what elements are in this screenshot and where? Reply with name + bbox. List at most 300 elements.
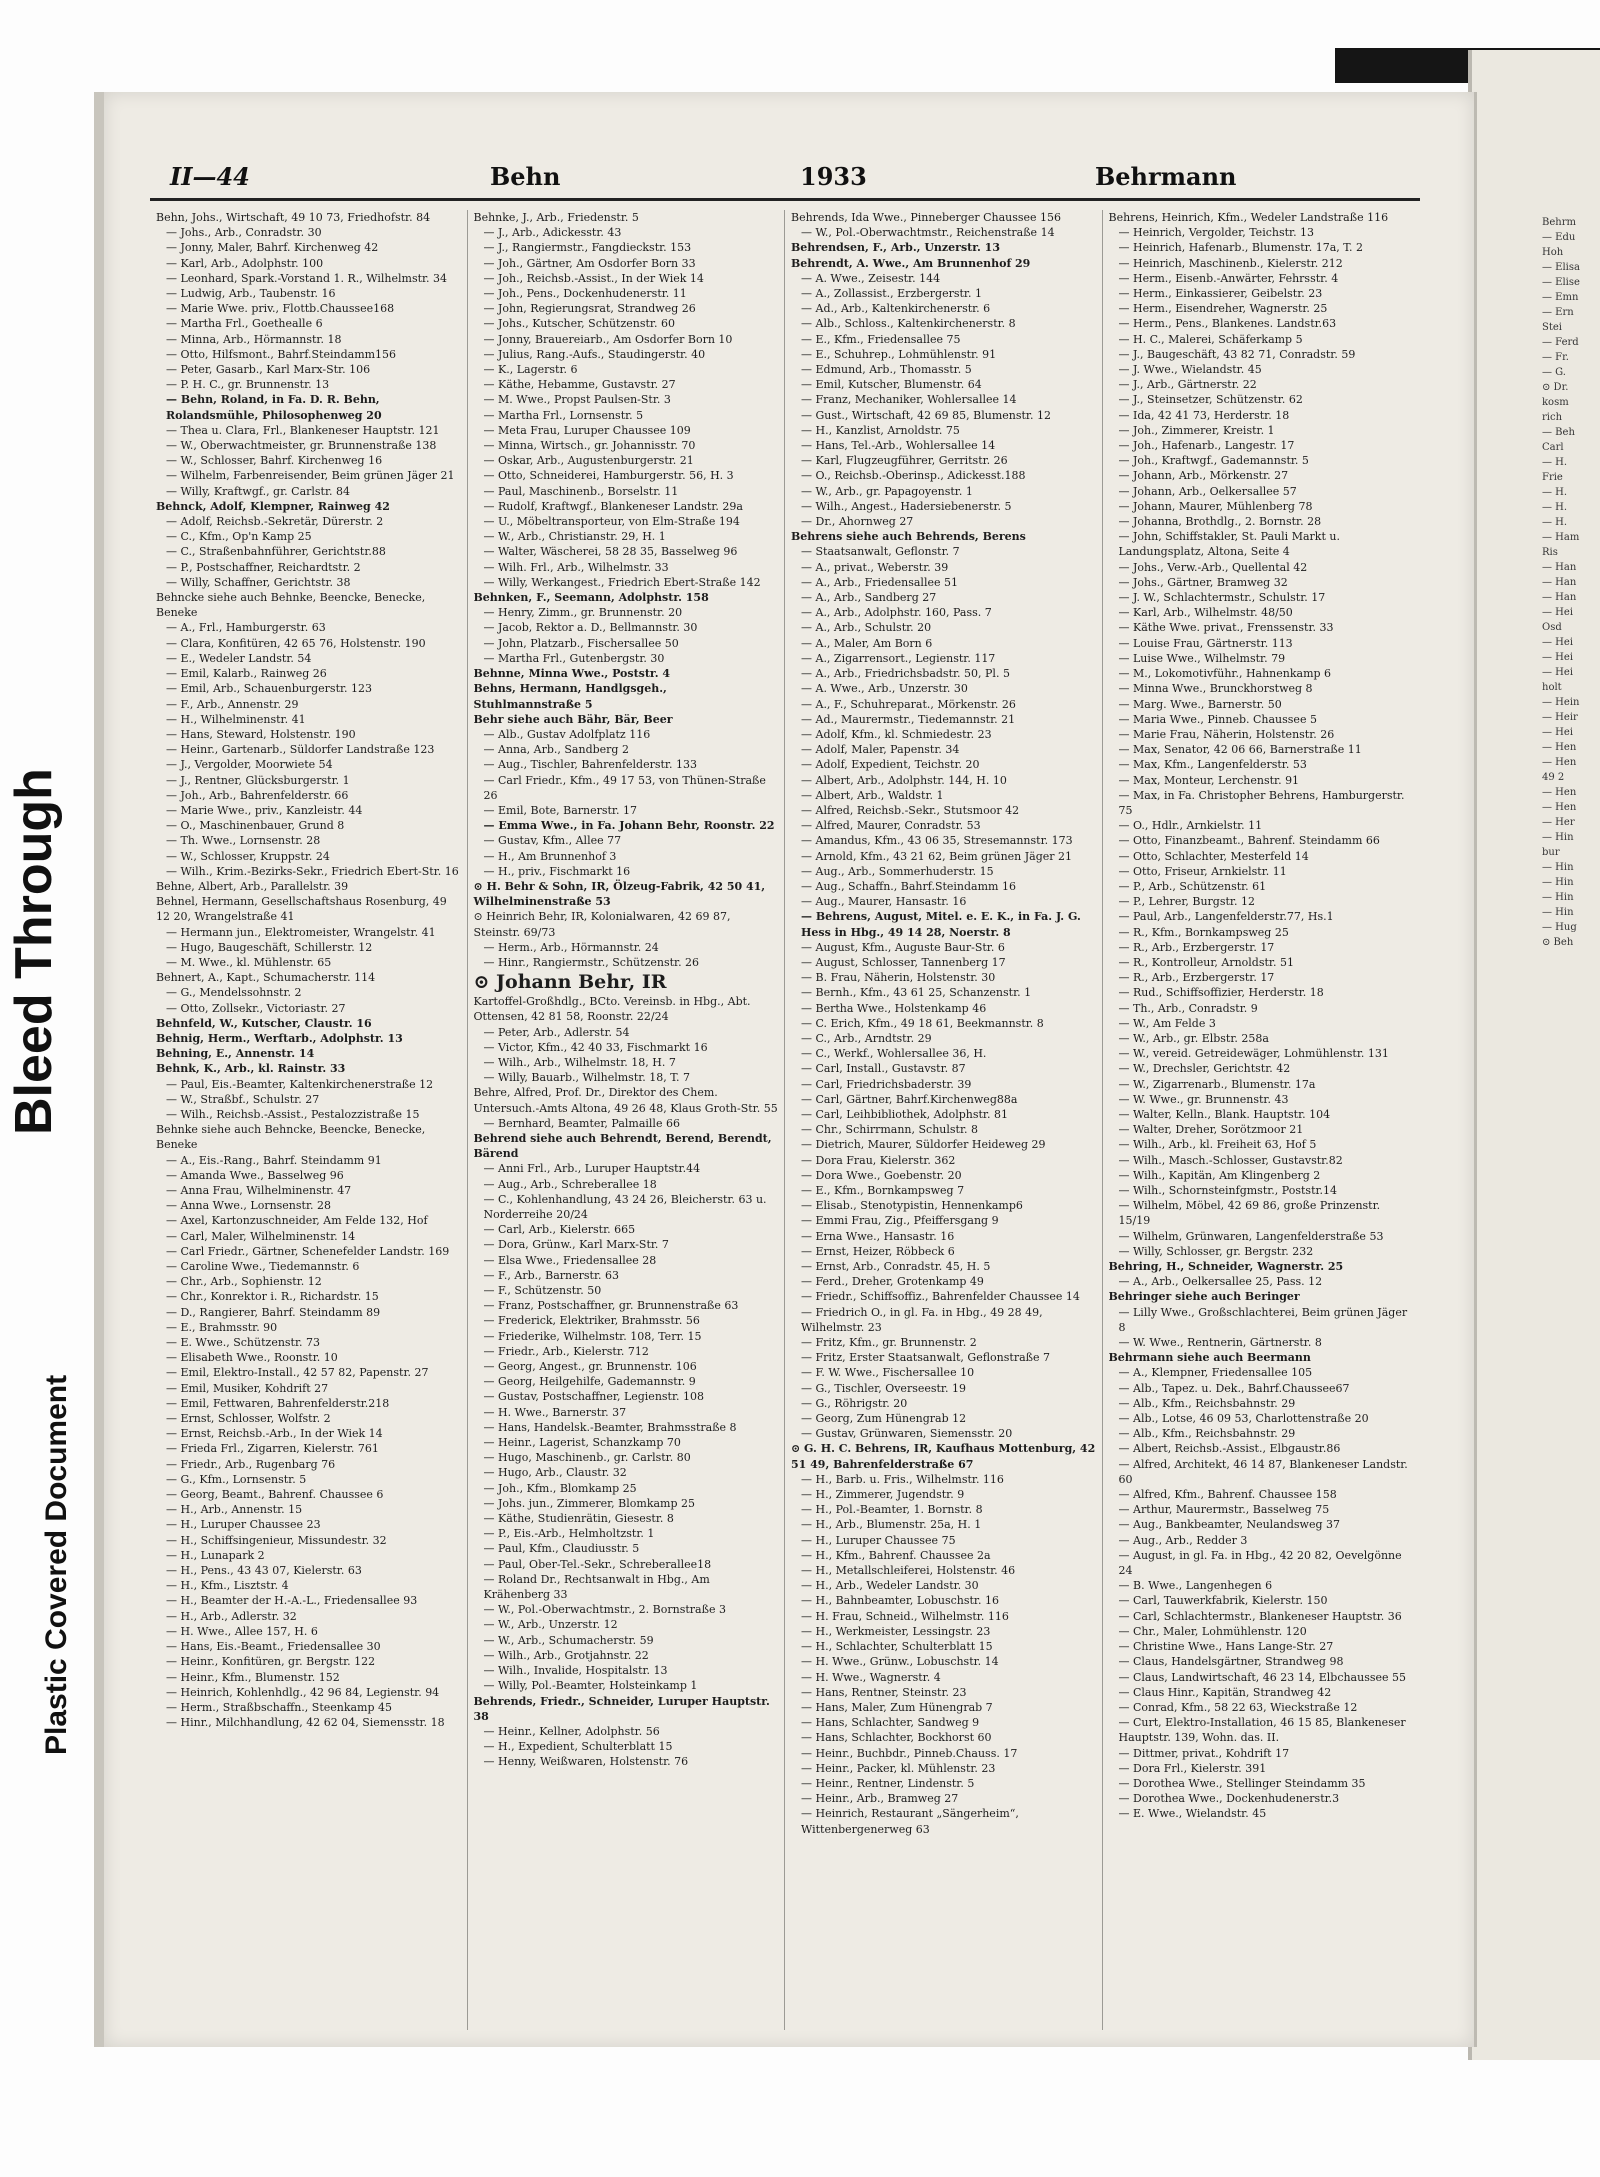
directory-columns xyxy=(150,210,1420,2030)
directory-entry: — W., Am Felde 3 xyxy=(1118,1016,1216,1030)
directory-entry: — J., Vergolder, Moorwiete 54 xyxy=(166,758,333,772)
directory-entry: — Johanna, Brothdlg., 2. Bornstr. 28 xyxy=(1118,515,1322,529)
directory-entry: — Heinr., Arb., Bramweg 27 xyxy=(801,1792,959,1806)
directory-entry: — Edmund, Arb., Thomasstr. 5 xyxy=(801,363,972,377)
directory-entry: — Carl, Friedrichsbaderstr. 39 xyxy=(801,1077,972,1091)
directory-entry: ⊙ Heinrich Behr, IR, Kolonialwaren, 42 69 87, Steinstr. 69/73 xyxy=(473,910,731,939)
directory-entry: — Maria Wwe., Pinneb. Chaussee 5 xyxy=(1118,712,1317,726)
adjacent-page-fragment: Behrm xyxy=(1542,217,1576,228)
directory-entry: — Rud., Schiffsoffizier, Herderstr. 18 xyxy=(1118,986,1324,1000)
directory-entry: ⊙ G. H. C. Behrens, IR, Kaufhaus Mottenburg, 42 51 49, Bahrenfelderstraße 67 xyxy=(791,1442,1096,1471)
directory-entry: — F. W. Wwe., Fischersallee 10 xyxy=(801,1366,975,1380)
directory-entry: — Ida, 42 41 73, Herderstr. 18 xyxy=(1118,408,1290,422)
directory-entry: — C., Kohlenhandlung, 43 24 26, Bleicherstr. 63 u. Norderreihe 20/24 xyxy=(483,1192,767,1221)
directory-entry: — Carl Friedr., Kfm., 49 17 53, von Thünen-Straße 26 xyxy=(483,773,766,802)
directory-entry: — Julius, Rang.-Aufs., Staudingerstr. 40 xyxy=(483,347,706,361)
directory-entry: — Carl, Install., Gustavstr. 87 xyxy=(801,1062,966,1076)
directory-entry: Behring, H., Schneider, Wagnerstr. 25 xyxy=(1108,1260,1344,1274)
adjacent-page-fragment: Ris xyxy=(1542,547,1558,558)
directory-entry: — Aug., Schaffn., Bahrf.Steindamm 16 xyxy=(801,879,1016,893)
directory-entry: — Caroline Wwe., Tiedemannstr. 6 xyxy=(166,1260,360,1274)
adjacent-page-fragment: rich xyxy=(1542,412,1563,423)
directory-entry: Behringer siehe auch Beringer xyxy=(1108,1290,1300,1304)
directory-entry: — Georg, Angest., gr. Brunnenstr. 106 xyxy=(483,1360,697,1374)
adjacent-page-fragment: ⊙ Dr. xyxy=(1542,382,1569,393)
directory-entry: Behne, Albert, Arb., Parallelstr. 39 xyxy=(156,879,349,893)
directory-entry: — Emil, Fettwaren, Bahrenfelderstr.218 xyxy=(166,1396,390,1410)
directory-entry: — Marie Frau, Näherin, Holstenstr. 26 xyxy=(1118,727,1335,741)
directory-entry: — Joh., Kraftwgf., Gademannstr. 5 xyxy=(1118,454,1309,468)
directory-entry: — F., Schützenstr. 50 xyxy=(483,1284,602,1298)
directory-entry: Behnel, Hermann, Gesellschaftshaus Rosenburg, 49 12 20, Wrangelstraße 41 xyxy=(156,895,447,924)
adjacent-page-text xyxy=(1542,215,1598,1815)
directory-entry: — Dittmer, privat., Kohdrift 17 xyxy=(1118,1746,1290,1760)
directory-entry: — Emil, Kutscher, Blumenstr. 64 xyxy=(801,378,982,392)
adjacent-page-fragment: — Han xyxy=(1542,592,1577,603)
directory-entry: — Minna, Arb., Hörmannstr. 18 xyxy=(166,332,342,346)
directory-entry: — Dora, Grünw., Karl Marx-Str. 7 xyxy=(483,1238,669,1252)
directory-entry: — K., Lagerstr. 6 xyxy=(483,363,578,377)
directory-entry: ⊙ H. Behr & Sohn, IR, Ölzeug-Fabrik, 42 50 41, Wilhelminenstraße 53 xyxy=(473,879,766,909)
directory-entry: — H., Metallschleiferei, Holstenstr. 46 xyxy=(801,1564,1016,1578)
directory-entry: — Henny, Weißwaren, Holstenstr. 76 xyxy=(483,1755,689,1769)
adjacent-page-fragment: holt xyxy=(1542,682,1562,693)
directory-entry: — Claus Hinr., Kapitän, Strandweg 42 xyxy=(1118,1685,1332,1699)
directory-entry: — Paul, Kfm., Claudiusstr. 5 xyxy=(483,1542,640,1556)
directory-entry: — Christine Wwe., Hans Lange-Str. 27 xyxy=(1118,1640,1334,1654)
adjacent-page-fragment: — Hei xyxy=(1542,727,1574,738)
directory-entry: — Bertha Wwe., Holstenkamp 46 xyxy=(801,1001,987,1015)
directory-entry: — M., Lokomotivführ., Hahnenkamp 6 xyxy=(1118,667,1332,681)
adjacent-page-fragment: ⊙ Beh xyxy=(1542,937,1574,948)
directory-entry: — Staatsanwalt, Geflonstr. 7 xyxy=(801,545,960,559)
directory-entry: — Otto, Friseur, Arnkielstr. 11 xyxy=(1118,864,1287,878)
directory-entry: — Hans, Eis.-Beamt., Friedensallee 30 xyxy=(166,1640,381,1654)
directory-entry: — August, Schlosser, Tannenberg 17 xyxy=(801,955,1006,969)
directory-entry: — A. Wwe., Arb., Unzerstr. 30 xyxy=(801,682,968,696)
directory-entry: — P., Arb., Schützenstr. 61 xyxy=(1118,879,1267,893)
directory-entry: — Behn, Roland, in Fa. D. R. Behn, Rolandsmühle, Philosophenweg 20 xyxy=(166,393,382,422)
directory-entry: — Ernst, Arb., Conradstr. 45, H. 5 xyxy=(801,1260,991,1274)
directory-entry: — Emil, Kalarb., Rainweg 26 xyxy=(166,667,327,681)
adjacent-page-fragment: — Hen xyxy=(1542,802,1577,813)
directory-entry: — W., Schlosser, Bahrf. Kirchenweg 16 xyxy=(166,454,383,468)
directory-entry: Behning, E., Annenstr. 14 xyxy=(156,1047,315,1061)
directory-entry: — Emil, Bote, Barnerstr. 17 xyxy=(483,803,637,817)
directory-entry: — H., Lunapark 2 xyxy=(166,1548,265,1562)
directory-entry: — H. Wwe., Allee 157, H. 6 xyxy=(166,1624,318,1638)
directory-entry: — P., Postschaffner, Reichardtstr. 2 xyxy=(166,560,361,574)
directory-entry: — Jonny, Brauereiarb., Am Osdorfer Born 10 xyxy=(483,332,733,346)
directory-entry: — Herm., Pens., Blankenes. Landstr.63 xyxy=(1118,317,1337,331)
page-number: II—44 xyxy=(170,162,250,191)
directory-entry: — Max, Monteur, Lerchenstr. 91 xyxy=(1118,773,1300,787)
directory-entry: — A., Frl., Hamburgerstr. 63 xyxy=(166,621,326,635)
directory-entry: — H., Luruper Chaussee 23 xyxy=(166,1518,321,1532)
directory-entry: — Claus, Handelsgärtner, Strandweg 98 xyxy=(1118,1655,1344,1669)
directory-entry: — A., Eis.-Rang., Bahrf. Steindamm 91 xyxy=(166,1153,382,1167)
directory-entry: — Minna Wwe., Brunckhorstweg 8 xyxy=(1118,682,1313,696)
directory-entry: — Hinr., Rangiermstr., Schützenstr. 26 xyxy=(483,955,700,969)
directory-entry: — John, Regierungsrat, Strandweg 26 xyxy=(483,302,696,316)
adjacent-page-fragment: — Hen xyxy=(1542,757,1577,768)
directory-entry: — H., Arb., Wedeler Landstr. 30 xyxy=(801,1579,979,1593)
directory-entry: — Johs. jun., Zimmerer, Blomkamp 25 xyxy=(483,1496,696,1510)
directory-entry: — Leonhard, Spark.-Vorstand 1. R., Wilhelmstr. 34 xyxy=(166,271,448,285)
adjacent-page-fragment: — Ferd xyxy=(1542,337,1579,348)
directory-entry: — J., Rentner, Glücksburgerstr. 1 xyxy=(166,773,350,787)
directory-entry: — E. Wwe., Schützenstr. 73 xyxy=(166,1336,321,1350)
adjacent-page-fragment: — H. xyxy=(1542,502,1568,513)
directory-entry: — Arnold, Kfm., 43 21 62, Beim grünen Jäger 21 xyxy=(801,849,1073,863)
directory-entry: — Heinr., Buchbdr., Pinneb.Chauss. 17 xyxy=(801,1746,1018,1760)
directory-entry: — W., Arb., Schumacherstr. 59 xyxy=(483,1633,654,1647)
directory-entry: — Dietrich, Maurer, Süldorfer Heideweg 29 xyxy=(801,1138,1046,1152)
directory-entry: — Fritz, Kfm., gr. Brunnenstr. 2 xyxy=(801,1336,977,1350)
directory-entry: — Willy, Schaffner, Gerichtstr. 38 xyxy=(166,575,351,589)
directory-entry: — Wilh. Frl., Arb., Wilhelmstr. 33 xyxy=(483,560,669,574)
directory-entry: Behncke siehe auch Behnke, Beencke, Benecke, Beneke xyxy=(156,591,426,620)
directory-entry: — Johann, Arb., Oelkersallee 57 xyxy=(1118,484,1297,498)
directory-entry: — Alb., Schloss., Kaltenkirchenerstr. 8 xyxy=(801,317,1016,331)
directory-entry: — Herm., Straßbschaffn., Steenkamp 45 xyxy=(166,1700,393,1714)
adjacent-page-fragment: — Hin xyxy=(1542,907,1574,918)
directory-entry: — Alb., Kfm., Reichsbahnstr. 29 xyxy=(1118,1396,1296,1410)
directory-entry: — H., Bahnbeamter, Lobuschstr. 16 xyxy=(801,1594,999,1608)
directory-entry: — J., Arb., Adickesstr. 43 xyxy=(483,226,622,240)
directory-entry: — F., Arb., Barnerstr. 63 xyxy=(483,1268,619,1282)
directory-entry: — Dora Wwe., Goebenstr. 20 xyxy=(801,1168,962,1182)
directory-entry: — Dora Frl., Kielerstr. 391 xyxy=(1118,1761,1267,1775)
directory-entry: — E., Kfm., Friedensallee 75 xyxy=(801,332,961,346)
adjacent-page-fragment: — H. xyxy=(1542,517,1568,528)
adjacent-page-fragment: — Edu xyxy=(1542,232,1576,243)
directory-entry: — Heinrich, Restaurant „Sängerheim“, Wittenbergenerweg 63 xyxy=(801,1807,1019,1836)
directory-entry: — A., Arb., Friedensallee 51 xyxy=(801,575,958,589)
directory-entry: — O., Maschinenbauer, Grund 8 xyxy=(166,819,345,833)
adjacent-page-fragment: — Hei xyxy=(1542,652,1574,663)
directory-entry: — A., Klempner, Friedensallee 105 xyxy=(1118,1366,1313,1380)
directory-entry: — Peter, Gasarb., Karl Marx-Str. 106 xyxy=(166,363,371,377)
adjacent-page-fragment: — Hei xyxy=(1542,637,1574,648)
directory-entry: — Käthe, Studienrätin, Giesestr. 8 xyxy=(483,1512,674,1526)
directory-entry: Behnck, Adolf, Klempner, Rainweg 42 xyxy=(156,499,390,513)
directory-entry: — Willy, Schlosser, gr. Bergstr. 232 xyxy=(1118,1244,1314,1258)
directory-entry: — Emil, Musiker, Kohdrift 27 xyxy=(166,1381,329,1395)
directory-entry: — Heinr., Kellner, Adolphstr. 56 xyxy=(483,1724,660,1738)
directory-entry: — Erna Wwe., Hansastr. 16 xyxy=(801,1229,955,1243)
directory-entry: — Behrens, August, Mitel. e. E. K., in Fa. J. G. Hess in Hbg., 49 14 28, Noerstr. 8 xyxy=(801,910,1081,939)
directory-entry: — W., Arb., gr. Elbstr. 258a xyxy=(1118,1031,1269,1045)
directory-entry: — Adolf, Expedient, Teichstr. 20 xyxy=(801,758,980,772)
directory-entry: — A., Arb., Schulstr. 20 xyxy=(801,621,932,635)
directory-entry: — Alb., Kfm., Reichsbahnstr. 29 xyxy=(1118,1427,1296,1441)
directory-entry: — H., Arb., Adlerstr. 32 xyxy=(166,1609,297,1623)
directory-entry: — E., Kfm., Bornkampsweg 7 xyxy=(801,1184,965,1197)
directory-entry: — Karl, Flugzeugführer, Gerritstr. 26 xyxy=(801,454,1008,468)
directory-entry: — Joh., Arb., Bahrenfelderstr. 66 xyxy=(166,788,349,802)
directory-entry: — Peter, Arb., Adlerstr. 54 xyxy=(483,1025,630,1039)
adjacent-page-fragment: — Elise xyxy=(1542,277,1580,288)
directory-entry: — Käthe Wwe. privat., Frenssenstr. 33 xyxy=(1118,621,1334,635)
directory-entry: — B. Frau, Näherin, Holstenstr. 30 xyxy=(801,971,996,985)
directory-entry: — W., Straßbf., Schulstr. 27 xyxy=(166,1092,320,1106)
directory-entry: Behnke, J., Arb., Friedenstr. 5 xyxy=(473,211,639,224)
directory-entry: — Anna Wwe., Lornsenstr. 28 xyxy=(166,1199,331,1213)
directory-entry: — C. Erich, Kfm., 49 18 61, Beekmannstr. 8 xyxy=(801,1016,1044,1030)
directory-entry: — Elisab., Stenotypistin, Hennenkamp6 xyxy=(801,1199,1023,1213)
directory-entry: — Friedr., Schiffsoffiz., Bahrenfelder Chaussee 14 xyxy=(801,1290,1080,1304)
adjacent-page-fragment: — H. xyxy=(1542,457,1568,468)
directory-entry: — P. H. C., gr. Brunnenstr. 13 xyxy=(166,378,330,392)
directory-entry: — Wilhelm, Grünwaren, Langenfelderstraße 53 xyxy=(1118,1229,1384,1243)
header-right-keyword: Behrmann xyxy=(1095,162,1237,191)
directory-entry: — H., Luruper Chaussee 75 xyxy=(801,1533,956,1547)
directory-entry: — Gustav, Kfm., Allee 77 xyxy=(483,834,622,848)
directory-entry: — Paul, Ober-Tel.-Sekr., Schreberallee18 xyxy=(483,1557,712,1571)
directory-entry: — Thea u. Clara, Frl., Blankeneser Hauptstr. 121 xyxy=(166,423,440,437)
directory-entry: — Wilhelm, Möbel, 42 69 86, große Prinzenstr. 15/19 xyxy=(1118,1199,1381,1228)
directory-entry: — Carl, Arb., Kielerstr. 665 xyxy=(483,1223,636,1237)
adjacent-page-fragment: 49 2 xyxy=(1542,772,1565,783)
directory-entry: — Georg, Heilgehilfe, Gademannstr. 9 xyxy=(483,1375,696,1389)
directory-entry: Behrens, Heinrich, Kfm., Wedeler Landstraße 116 xyxy=(1108,211,1389,224)
adjacent-page-fragment: — G. xyxy=(1542,367,1566,378)
adjacent-page-fragment: kosm xyxy=(1542,397,1569,408)
directory-entry: — Joh., Kfm., Blomkamp 25 xyxy=(483,1481,637,1495)
directory-entry: — Adolf, Reichsb.-Sekretär, Dürerstr. 2 xyxy=(166,515,384,529)
column-2 xyxy=(468,210,786,2030)
directory-entry: — C., Straßenbahnführer, Gerichtstr.88 xyxy=(166,545,386,559)
directory-entry: — Axel, Kartonzuschneider, Am Felde 132, Hof xyxy=(166,1214,428,1228)
directory-entry: — Hans, Rentner, Steinstr. 23 xyxy=(801,1685,967,1699)
adjacent-page-fragment: — Hei xyxy=(1542,607,1574,618)
directory-entry: — Johs., Verw.-Arb., Quellental 42 xyxy=(1118,560,1308,574)
directory-entry: — Gustav, Grünwaren, Siemensstr. 20 xyxy=(801,1427,1013,1441)
directory-entry: — H. C., Malerei, Schäferkamp 5 xyxy=(1118,332,1303,346)
directory-entry: — Martha Frl., Lornsenstr. 5 xyxy=(483,408,644,422)
directory-entry: — Anna, Arb., Sandberg 2 xyxy=(483,743,629,757)
directory-entry: — Herm., Eisendreher, Wagnerstr. 25 xyxy=(1118,302,1328,316)
directory-entry: — Bernhard, Beamter, Palmaille 66 xyxy=(483,1116,680,1130)
directory-entry: Behrend siehe auch Behrendt, Berend, Berendt, Bärend xyxy=(473,1131,772,1161)
directory-entry: — H. Wwe., Grünw., Lobuschstr. 14 xyxy=(801,1655,999,1669)
directory-entry: — Joh., Zimmerer, Kreistr. 1 xyxy=(1118,423,1275,437)
directory-entry: — Heinr., Gartenarb., Süldorfer Landstraße 123 xyxy=(166,743,435,757)
directory-entry: — Adolf, Kfm., kl. Schmiedestr. 23 xyxy=(801,727,992,741)
directory-entry: — H., Pol.-Beamter, 1. Bornstr. 8 xyxy=(801,1503,983,1517)
directory-entry: — Chr., Schirrmann, Schulstr. 8 xyxy=(801,1123,978,1137)
directory-entry: — M. Wwe., Propst Paulsen-Str. 3 xyxy=(483,393,671,407)
directory-entry: — Heinr., Kfm., Blumenstr. 152 xyxy=(166,1670,340,1684)
directory-entry: — M. Wwe., kl. Mühlenstr. 65 xyxy=(166,955,332,969)
directory-entry: — Wilh., Arb., Grotjahnstr. 22 xyxy=(483,1648,649,1662)
directory-entry: — Minna, Wirtsch., gr. Johannisstr. 70 xyxy=(483,439,696,453)
directory-entry: — C., Arb., Arndtstr. 29 xyxy=(801,1031,932,1045)
directory-entry: — O., Hdlr., Arnkielstr. 11 xyxy=(1118,819,1263,833)
adjacent-page-fragment: — Her xyxy=(1542,817,1575,828)
directory-entry: — W., Arb., gr. Papagoyenstr. 1 xyxy=(801,484,973,498)
directory-entry: — John, Schiffstakler, St. Pauli Markt u. Landungsplatz, Altona, Seite 4 xyxy=(1118,530,1340,559)
directory-entry: Behnert, A., Kapt., Schumacherstr. 114 xyxy=(156,971,376,985)
directory-entry: — Wilh., Krim.-Bezirks-Sekr., Friedrich Ebert-Str. 16 xyxy=(166,864,459,878)
directory-entry: — Heinr., Rentner, Lindenstr. 5 xyxy=(801,1776,975,1790)
directory-entry: — Heinr., Lagerist, Schanzkamp 70 xyxy=(483,1436,681,1450)
directory-entry: — H., Werkmeister, Lessingstr. 23 xyxy=(801,1624,991,1638)
directory-entry: — Hans, Schlachter, Sandweg 9 xyxy=(801,1716,980,1730)
directory-entry: — Wilh., Reichsb.-Assist., Pestalozzistraße 15 xyxy=(166,1107,420,1121)
directory-entry: — Alfred, Architekt, 46 14 87, Blankeneser Landstr. 60 xyxy=(1118,1457,1408,1486)
directory-entry: — Marg. Wwe., Barnerstr. 50 xyxy=(1118,697,1282,711)
directory-entry: — F., Arb., Annenstr. 29 xyxy=(166,697,299,711)
directory-entry: — A., Arb., Sandberg 27 xyxy=(801,591,937,605)
directory-entry: — Frederick, Elektriker, Brahmsstr. 56 xyxy=(483,1314,700,1328)
directory-entry: — Gust., Wirtschaft, 42 69 85, Blumenstr. 12 xyxy=(801,408,1051,422)
directory-entry: — August, Kfm., Auguste Baur-Str. 6 xyxy=(801,940,1005,954)
directory-entry: — Emil, Arb., Schauenburgerstr. 123 xyxy=(166,682,373,696)
adjacent-page-fragment: — Hei xyxy=(1542,667,1574,678)
directory-entry: — Wilh., Arb., kl. Freiheit 63, Hof 5 xyxy=(1118,1138,1317,1152)
directory-entry: — Anna Frau, Wilhelminenstr. 47 xyxy=(166,1184,352,1197)
adjacent-page-fragment: — Emn xyxy=(1542,292,1579,303)
directory-entry: — G., Röhrigstr. 20 xyxy=(801,1396,908,1410)
directory-entry: Behnk, K., Arb., kl. Rainstr. 33 xyxy=(156,1062,346,1076)
directory-entry: — Aug., Bankbeamter, Neulandsweg 37 xyxy=(1118,1518,1340,1532)
adjacent-page-fragment: Carl xyxy=(1542,442,1564,453)
directory-entry: — Hinr., Milchhandlung, 42 62 04, Siemensstr. 18 xyxy=(166,1716,445,1730)
directory-entry: — Carl, Tauwerkfabrik, Kielerstr. 150 xyxy=(1118,1594,1328,1608)
directory-entry: — Lilly Wwe., Großschlachterei, Beim grünen Jäger 8 xyxy=(1118,1305,1408,1334)
directory-entry: — H. Wwe., Barnerstr. 37 xyxy=(483,1405,627,1419)
directory-entry: — Oskar, Arb., Augustenburgerstr. 21 xyxy=(483,454,694,468)
directory-entry: — W., vereid. Getreidewäger, Lohmühlenstr. 131 xyxy=(1118,1047,1389,1061)
directory-entry: — Emil, Elektro-Install., 42 57 82, Papenstr. 27 xyxy=(166,1366,429,1380)
directory-entry: — Frieda Frl., Zigarren, Kielerstr. 761 xyxy=(166,1442,379,1456)
directory-entry: — A., Zollassist., Erzbergerstr. 1 xyxy=(801,287,982,301)
directory-entry: — Max, in Fa. Christopher Behrens, Hamburgerstr. 75 xyxy=(1118,788,1405,817)
directory-entry: — H. Wwe., Wagnerstr. 4 xyxy=(801,1670,941,1684)
directory-entry: — Aug., Arb., Sommerhuderstr. 15 xyxy=(801,864,994,878)
directory-entry: — Anni Frl., Arb., Luruper Hauptstr.44 xyxy=(483,1162,701,1176)
directory-entry: — Alfred, Reichsb.-Sekr., Stutsmoor 42 xyxy=(801,803,1020,817)
adjacent-page-fragment: — Hug xyxy=(1542,922,1577,933)
directory-entry: — Adolf, Maler, Papenstr. 34 xyxy=(801,743,960,757)
directory-entry: — Alb., Tapez. u. Dek., Bahrf.Chaussee67 xyxy=(1118,1381,1350,1395)
directory-entry: Behn, Johs., Wirtschaft, 49 10 73, Friedhofstr. 84 xyxy=(156,211,431,224)
directory-entry: — Carl, Schlachtermstr., Blankeneser Hauptstr. 36 xyxy=(1118,1609,1402,1623)
directory-entry: — Ad., Maurermstr., Tiedemannstr. 21 xyxy=(801,712,1016,726)
directory-entry: — W., Pol.-Oberwachtmstr., Reichenstraße 14 xyxy=(801,226,1055,240)
directory-entry: — Joh., Gärtner, Am Osdorfer Born 33 xyxy=(483,256,696,270)
directory-entry: — Chr., Konrektor i. R., Richardstr. 15 xyxy=(166,1290,379,1304)
directory-entry: — Paul, Arb., Langenfelderstr.77, Hs.1 xyxy=(1118,910,1334,924)
directory-entry: — Alb., Gustav Adolfplatz 116 xyxy=(483,727,651,741)
directory-entry: — Dorothea Wwe., Dockenhudenerstr.3 xyxy=(1118,1792,1340,1806)
directory-entry: — Wilh., Kapitän, Am Klingenberg 2 xyxy=(1118,1168,1321,1182)
directory-entry: — A., Zigarrensort., Legienstr. 117 xyxy=(801,651,996,665)
directory-entry: — G., Kfm., Lornsenstr. 5 xyxy=(166,1472,307,1486)
adjacent-page-fragment: — Heir xyxy=(1542,712,1578,723)
directory-entry: — Heinrich, Kohlenhdlg., 42 96 84, Legienstr. 94 xyxy=(166,1685,440,1699)
directory-entry: — Wilh., Invalide, Hospitalstr. 13 xyxy=(483,1664,668,1678)
directory-entry: — Elsa Wwe., Friedensallee 28 xyxy=(483,1253,657,1267)
directory-entry: — Joh., Hafenarb., Langestr. 17 xyxy=(1118,439,1295,453)
directory-entry: — Georg, Beamt., Bahrenf. Chaussee 6 xyxy=(166,1488,384,1502)
directory-entry: — W., Drechsler, Gerichtstr. 42 xyxy=(1118,1062,1291,1076)
adjacent-page-fragment: — Ham xyxy=(1542,532,1580,543)
directory-entry: — Ernst, Heizer, Röbbeck 6 xyxy=(801,1244,955,1258)
directory-entry: — Conrad, Kfm., 58 22 63, Wieckstraße 12 xyxy=(1118,1700,1358,1714)
directory-entry: — E., Schuhrep., Lohmühlenstr. 91 xyxy=(801,347,997,361)
directory-entry: — Willy, Pol.-Beamter, Holsteinkamp 1 xyxy=(483,1679,698,1693)
directory-entry: — W., Zigarrenarb., Blumenstr. 17a xyxy=(1118,1077,1316,1091)
directory-entry: — Wilh., Angest., Hadersiebenerstr. 5 xyxy=(801,499,1012,513)
directory-entry: — H., priv., Fischmarkt 16 xyxy=(483,864,631,878)
directory-entry: — Joh., Pens., Dockenhudenerstr. 11 xyxy=(483,287,687,301)
header-year: 1933 xyxy=(800,162,867,191)
header-left-keyword: Behn xyxy=(490,162,561,191)
directory-entry: — H., Kfm., Lisztstr. 4 xyxy=(166,1579,289,1593)
directory-entry: — Albert, Reichsb.-Assist., Elbgaustr.86 xyxy=(1118,1442,1341,1456)
directory-entry: — Karl, Arb., Adolphstr. 100 xyxy=(166,256,324,270)
directory-entry: — Ferd., Dreher, Grotenkamp 49 xyxy=(801,1275,984,1289)
directory-entry: — Bernh., Kfm., 43 61 25, Schanzenstr. 1 xyxy=(801,986,1032,1000)
directory-entry: — A., Arb., Friedrichsbadstr. 50, Pl. 5 xyxy=(801,667,1010,681)
directory-entry: — Chr., Arb., Sophienstr. 12 xyxy=(166,1275,322,1289)
directory-entry: — Otto, Schlachter, Mesterfeld 14 xyxy=(1118,849,1309,863)
directory-entry: Behns, Hermann, Handlgsgeh., Stuhlmannstraße 5 xyxy=(473,682,667,711)
directory-entry: — Walter, Wäscherei, 58 28 35, Basselweg 96 xyxy=(483,545,738,559)
directory-entry: — Paul, Eis.-Beamter, Kaltenkirchenerstraße 12 xyxy=(166,1077,434,1091)
directory-entry: — Max, Senator, 42 06 66, Barnerstraße 11 xyxy=(1118,743,1362,757)
directory-entry: — Emmi Frau, Zig., Pfeiffersgang 9 xyxy=(801,1214,999,1228)
directory-entry: — Franz, Postschaffner, gr. Brunnenstraße 63 xyxy=(483,1299,739,1313)
bleed-through-label: Bleed Through xyxy=(5,768,63,1135)
directory-entry: — A., F., Schuhreparat., Mörkenstr. 26 xyxy=(801,697,1016,711)
directory-entry: — John, Platzarb., Fischersallee 50 xyxy=(483,636,679,650)
directory-entry: — Otto, Schneiderei, Hamburgerstr. 56, H. 3 xyxy=(483,469,734,483)
directory-entry: — Albert, Arb., Adolphstr. 144, H. 10 xyxy=(801,773,1007,787)
directory-entry: — Friedrich O., in gl. Fa. in Hbg., 49 28 49, Wilhelmstr. 23 xyxy=(801,1305,1043,1334)
directory-entry: — H., Pens., 43 43 07, Kielerstr. 63 xyxy=(166,1564,362,1578)
directory-entry: — Clara, Konfitüren, 42 65 76, Holstenstr. 190 xyxy=(166,636,426,650)
directory-entry: — Curt, Elektro-Installation, 46 15 85, Blankeneser Hauptstr. 139, Wohn. das. II. xyxy=(1118,1716,1406,1745)
directory-entry: — Marie Wwe. priv., Flottb.Chaussee168 xyxy=(166,302,395,316)
directory-entry: — Karl, Arb., Wilhelmstr. 48/50 xyxy=(1118,606,1293,620)
directory-entry: — W. Wwe., gr. Brunnenstr. 43 xyxy=(1118,1092,1289,1106)
directory-entry: — H., Kfm., Bahrenf. Chaussee 2a xyxy=(801,1548,991,1562)
directory-entry: ⊙ Johann Behr, IR xyxy=(473,971,667,994)
directory-entry: — Hans, Handelsk.-Beamter, Brahmsstraße 8 xyxy=(483,1420,737,1434)
adjacent-page-fragment: — Hin xyxy=(1542,892,1574,903)
directory-entry: — Gustav, Postschaffner, Legienstr. 108 xyxy=(483,1390,705,1404)
directory-entry: — Heinr., Packer, kl. Mühlenstr. 23 xyxy=(801,1761,996,1775)
directory-entry: — Emma Wwe., in Fa. Johann Behr, Roonstr. 22 xyxy=(483,819,775,833)
directory-entry: — D., Rangierer, Bahrf. Steindamm 89 xyxy=(166,1305,381,1319)
directory-entry: — Ernst, Reichsb.-Arb., In der Wiek 14 xyxy=(166,1427,383,1441)
directory-entry: — Johann, Maurer, Mühlenberg 78 xyxy=(1118,499,1313,513)
directory-entry: — H., Zimmerer, Jugendstr. 9 xyxy=(801,1488,965,1502)
directory-entry: — Willy, Bauarb., Wilhelmstr. 18, T. 7 xyxy=(483,1071,690,1085)
plastic-covered-label: Plastic Covered Document xyxy=(40,1374,73,1755)
directory-entry: — Hugo, Arb., Claustr. 32 xyxy=(483,1466,627,1480)
directory-entry: — Chr., Maler, Lohmühlenstr. 120 xyxy=(1118,1624,1307,1638)
directory-entry: — Victor, Kfm., 42 40 33, Fischmarkt 16 xyxy=(483,1040,708,1054)
directory-entry: — G., Mendelssohnstr. 2 xyxy=(166,986,302,1000)
directory-entry: — Otto, Zollsekr., Victoriastr. 27 xyxy=(166,1001,346,1015)
directory-entry: — C., Werkf., Wohlersallee 36, H. xyxy=(801,1047,987,1061)
directory-entry: — W., Arb., Christianstr. 29, H. 1 xyxy=(483,530,666,544)
